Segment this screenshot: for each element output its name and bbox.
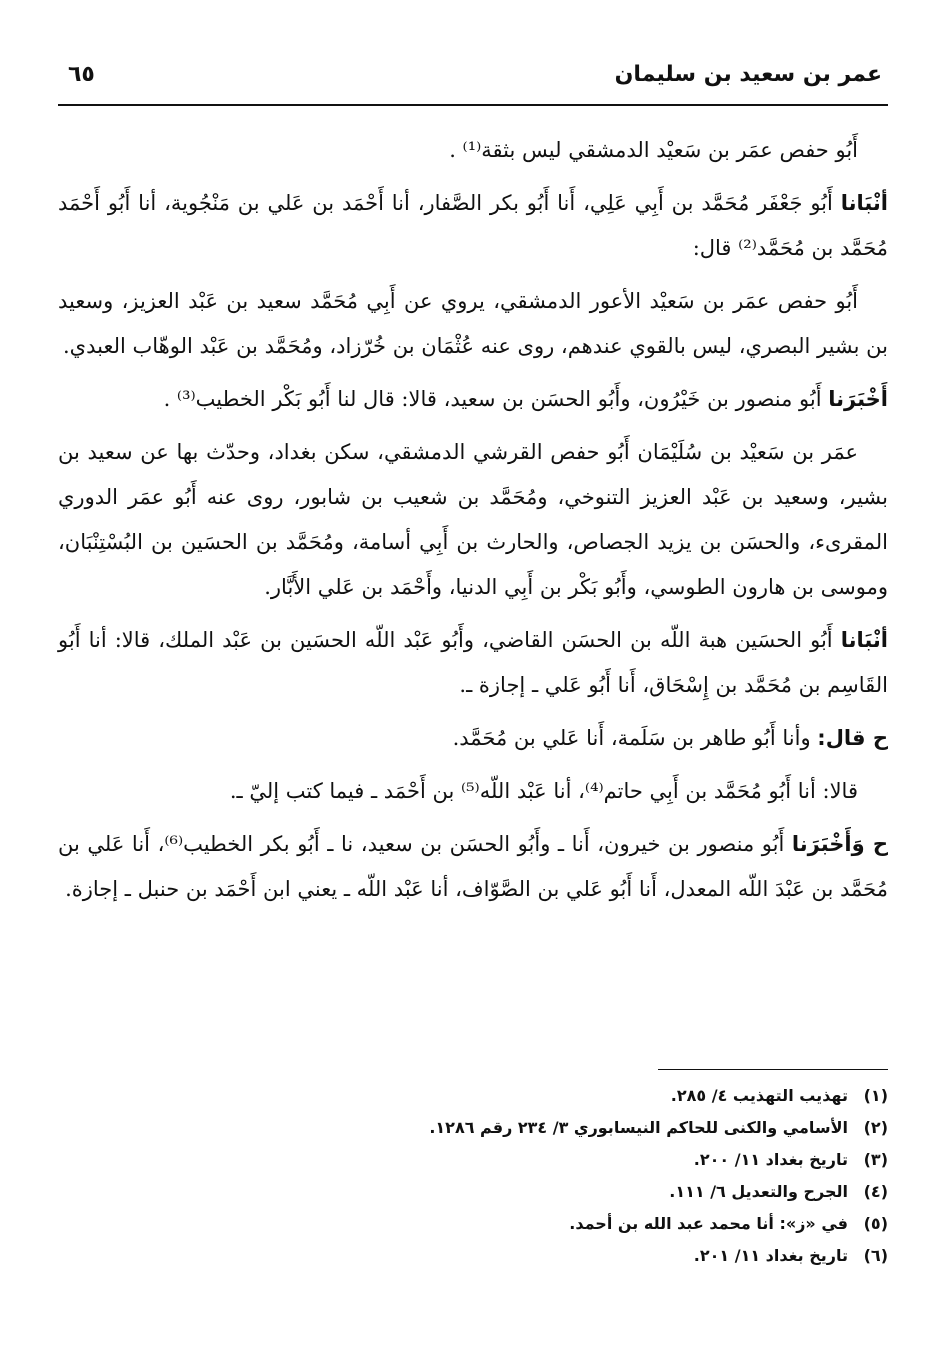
footnote-number: (٥) xyxy=(863,1214,888,1233)
header-rule xyxy=(58,104,888,106)
footnote-rule xyxy=(658,1069,888,1070)
footnote-text: في «ز»: أنا محمد عبد الله بن أحمد. xyxy=(569,1214,848,1233)
paragraph xyxy=(58,377,888,422)
paragraph xyxy=(58,279,888,369)
footnote-number: (٢) xyxy=(863,1118,888,1137)
footnote xyxy=(58,1208,888,1240)
paragraph xyxy=(58,430,888,610)
paragraph xyxy=(58,181,888,271)
footnote xyxy=(58,1144,888,1176)
footnote-text: تهذيب التهذيب ٤/ ٢٨٥. xyxy=(670,1086,848,1105)
paragraph-lead: ح وَأَخْبَرَنا xyxy=(791,832,888,856)
running-head: عمر بن سعيد بن سليمان xyxy=(614,62,882,87)
page-header xyxy=(68,62,882,102)
paragraph xyxy=(58,128,888,173)
footnotes xyxy=(58,1080,888,1272)
paragraph-text: أَبُو حفص عمَر بن سَعيْد الأعور الدمشقي، يروي عن أَبِي مُحَمَّد سعيد بن عَبْد العزيز، وسعيد بن بشير البصري، ليس بالقوي عندهم، روى عنه عُثْمَان بن خُرّزاد، ومُحَمَّد بن عَبْد الوهّاب العبدي. xyxy=(58,289,888,358)
footnote xyxy=(58,1112,888,1144)
paragraph-lead: ح قال: xyxy=(817,726,888,750)
footnote xyxy=(58,1080,888,1112)
paragraph xyxy=(58,769,888,814)
footnote-number: (١) xyxy=(863,1086,888,1105)
paragraph-text: أَبُو حفص عمَر بن سَعيْد الدمشقي ليس بثقة⁽¹⁾ . xyxy=(449,138,858,162)
paragraph xyxy=(58,822,888,912)
paragraph-text: عمَر بن سَعيْد بن سُلَيْمَان أَبُو حفص القرشي الدمشقي، سكن بغداد، وحدّث بها عن سعيد بن بشير، وسعيد بن عَبْد العزيز التنوخي، ومُحَمَّد بن شعيب بن شابور، روى عنه أَبُو عمَر الدوري المقرىء، والحسَن بن يزيد الجصاص، والحارث بن أَبِي أسامة، ومُحَمَّد بن الحسَين بن البُسْتِنْبَان، وموسى بن هارون الطوسي، وأَبُو بَكْر بن أَبِي الدنيا، وأَحْمَد بن عَلي الأَبَّار. xyxy=(58,440,888,599)
footnote-number: (٣) xyxy=(863,1150,888,1169)
footnote-text: تاريخ بغداد ١١/ ٢٠٠. xyxy=(693,1150,848,1169)
page-number: ٦٥ xyxy=(68,62,95,87)
paragraph-lead: أنْبَانا xyxy=(840,191,888,215)
footnote-text: تاريخ بغداد ١١/ ٢٠١. xyxy=(693,1246,848,1265)
paragraph xyxy=(58,716,888,761)
footnote-text: الجرح والتعديل ٦/ ١١١. xyxy=(669,1182,848,1201)
paragraph-lead: أَخْبَرَنا xyxy=(828,387,888,411)
footnote-number: (٤) xyxy=(863,1182,888,1201)
paragraph-text: أَبُو جَعْفَر مُحَمَّد بن أَبِي عَلِي، أَنا أَبُو بكر الصَّفار، أنا أَحْمَد بن عَلي بن مَنْجُوية، أنا أَبُو أَحْمَد مُحَمَّد بن مُحَمَّد⁽²⁾ قال: xyxy=(58,191,888,260)
footnote-number: (٦) xyxy=(863,1246,888,1265)
footnote-text: الأسامي والكنى للحاكم النيسابوري ٣/ ٢٣٤ رقم ١٢٨٦. xyxy=(429,1118,848,1137)
paragraph-text: أَبُو الحسَين هبة اللّه بن الحسَن القاضي، وأَبُو عَبْد اللّه الحسَين بن عَبْد الملك، قالا: أنا أَبُو القَاسِم بن مُحَمَّد بن إِسْحَاق، أَنا أَبُو عَلي ـ إجازة ـ. xyxy=(58,628,888,697)
paragraph-lead: أنْبَانا xyxy=(840,628,888,652)
main-text xyxy=(58,128,888,920)
paragraph-text: وأنا أَبُو طاهر بن سَلَمة، أَنا عَلي بن مُحَمَّد. xyxy=(452,726,818,750)
footnote xyxy=(58,1176,888,1208)
footnote xyxy=(58,1240,888,1272)
paragraph-text: قالا: أنا أَبُو مُحَمَّد بن أَبِي حاتم⁽⁴⁾، أنا عَبْد اللّه⁽⁵⁾ بن أَحْمَد ـ فيما كتب إليّ ـ. xyxy=(229,779,858,803)
paragraph-text: أَبُو منصور بن خيرون، أَنا ـ وأَبُو الحسَن بن سعيد، نا ـ أَبُو بكر الخطيب⁽⁶⁾، أَنا عَلي بن مُحَمَّد بن عَبْدَ اللّه المعدل، أَنا أَبُو عَلي بن الصَّوّاف، أنا عَبْد اللّه ـ يعني ابن أَحْمَد بن حنبل ـ إجازة. xyxy=(58,832,888,901)
paragraph-text: أَبُو منصور بن خَيْرُون، وأَبُو الحسَن بن سعيد، قالا: قال لنا أَبُو بَكْر الخطيب⁽³⁾ . xyxy=(163,387,829,411)
paragraph xyxy=(58,618,888,708)
